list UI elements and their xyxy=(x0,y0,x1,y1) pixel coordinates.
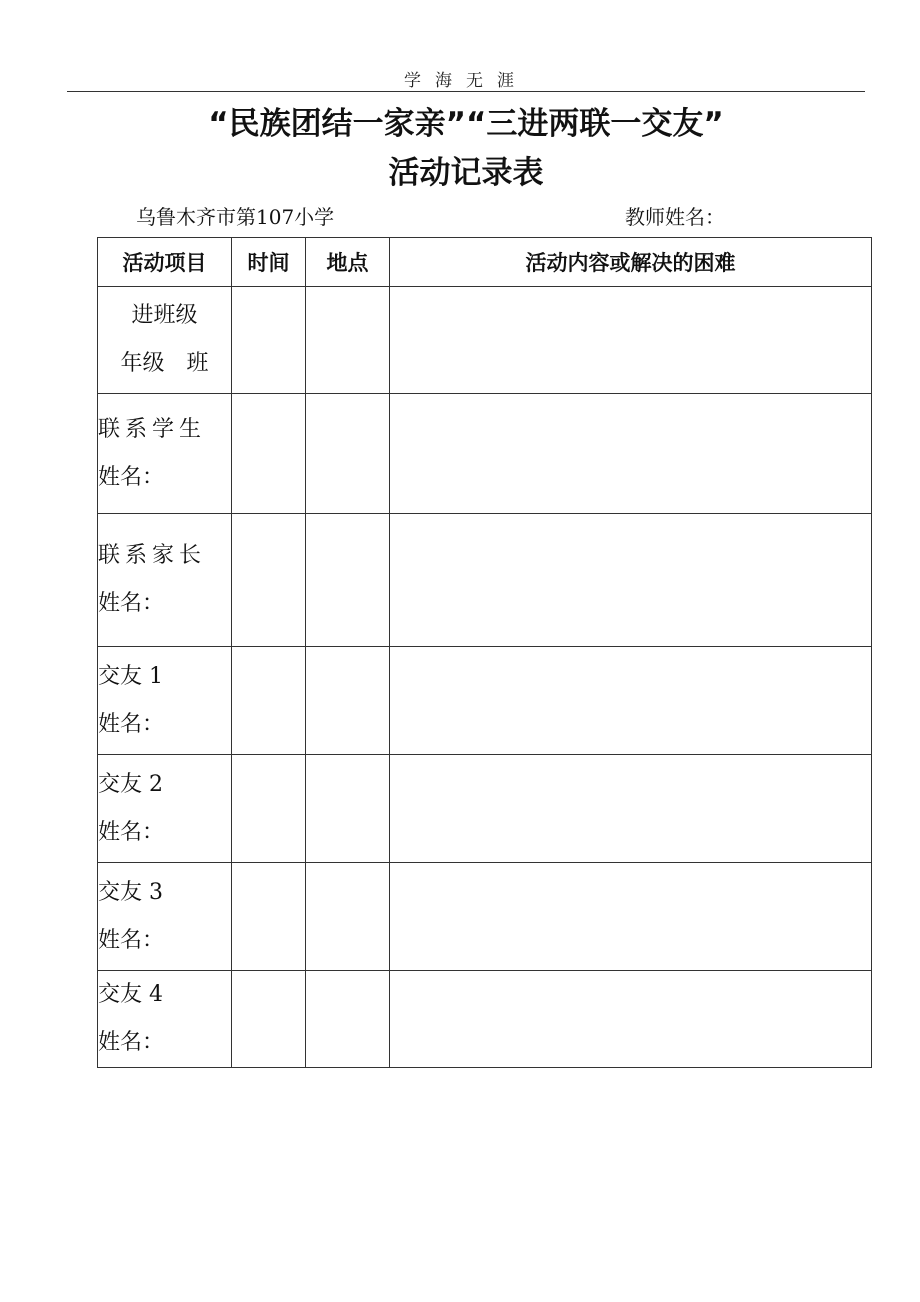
row-label-line2: 姓名： xyxy=(98,1030,165,1055)
document-subtitle: 活动记录表 xyxy=(388,155,544,191)
row-label-line2: 姓名： xyxy=(98,927,165,953)
row-label-line1: 联系学生 xyxy=(98,416,207,442)
table-row xyxy=(98,287,872,394)
column-header-time: 时间 xyxy=(232,238,306,287)
table-row xyxy=(98,863,872,971)
row-label-line1: 交友 3 xyxy=(98,879,163,905)
location-cell[interactable] xyxy=(306,287,390,394)
time-cell[interactable] xyxy=(232,394,306,514)
row-label-line1: 交友 4 xyxy=(98,982,163,1007)
time-cell[interactable] xyxy=(232,287,306,394)
row-label xyxy=(98,514,232,647)
content-cell[interactable] xyxy=(390,971,872,1068)
table-row xyxy=(98,394,872,514)
running-header: 学海无涯 xyxy=(404,71,528,91)
row-label-line2: 姓名： xyxy=(98,464,165,490)
content-cell[interactable] xyxy=(390,514,872,647)
column-header-content: 活动内容或解决的困难 xyxy=(390,238,872,287)
row-label-line1: 交友 1 xyxy=(98,663,163,689)
teacher-name-label: 教师姓名： xyxy=(625,205,725,229)
table-row xyxy=(98,755,872,863)
time-cell[interactable] xyxy=(232,755,306,863)
row-label-line2: 姓名： xyxy=(98,819,165,845)
time-cell[interactable] xyxy=(232,647,306,755)
row-label xyxy=(98,287,232,394)
content-cell[interactable] xyxy=(390,755,872,863)
row-label-line2: 姓名： xyxy=(98,711,165,737)
header-divider xyxy=(67,91,865,92)
content-cell[interactable] xyxy=(390,287,872,394)
document-title: “民族团结一家亲”“三进两联一交友” xyxy=(208,106,724,142)
content-cell[interactable] xyxy=(390,647,872,755)
row-label-line1: 进班级 xyxy=(131,303,198,328)
location-cell[interactable] xyxy=(306,755,390,863)
table-row xyxy=(98,971,872,1068)
location-cell[interactable] xyxy=(306,863,390,971)
row-label xyxy=(98,971,232,1068)
location-cell[interactable] xyxy=(306,647,390,755)
row-label xyxy=(98,647,232,755)
time-cell[interactable] xyxy=(232,971,306,1068)
column-header-location: 地点 xyxy=(306,238,390,287)
location-cell[interactable] xyxy=(306,971,390,1068)
row-label xyxy=(98,394,232,514)
table-row xyxy=(98,514,872,647)
row-label-line2: 年级 班 xyxy=(120,351,209,376)
location-cell[interactable] xyxy=(306,394,390,514)
school-name: 乌鲁木齐市第107小学 xyxy=(136,205,335,229)
column-header-activity: 活动项目 xyxy=(98,238,232,287)
row-label xyxy=(98,755,232,863)
row-label-line1: 交友 2 xyxy=(98,771,163,797)
content-cell[interactable] xyxy=(390,863,872,971)
row-label-line2: 姓名： xyxy=(98,591,165,616)
location-cell[interactable] xyxy=(306,514,390,647)
row-label xyxy=(98,863,232,971)
table-row xyxy=(98,647,872,755)
table-header-row xyxy=(98,238,872,287)
activity-record-table xyxy=(97,237,872,1068)
row-label-line1: 联系家长 xyxy=(98,543,207,568)
time-cell[interactable] xyxy=(232,863,306,971)
content-cell[interactable] xyxy=(390,394,872,514)
time-cell[interactable] xyxy=(232,514,306,647)
